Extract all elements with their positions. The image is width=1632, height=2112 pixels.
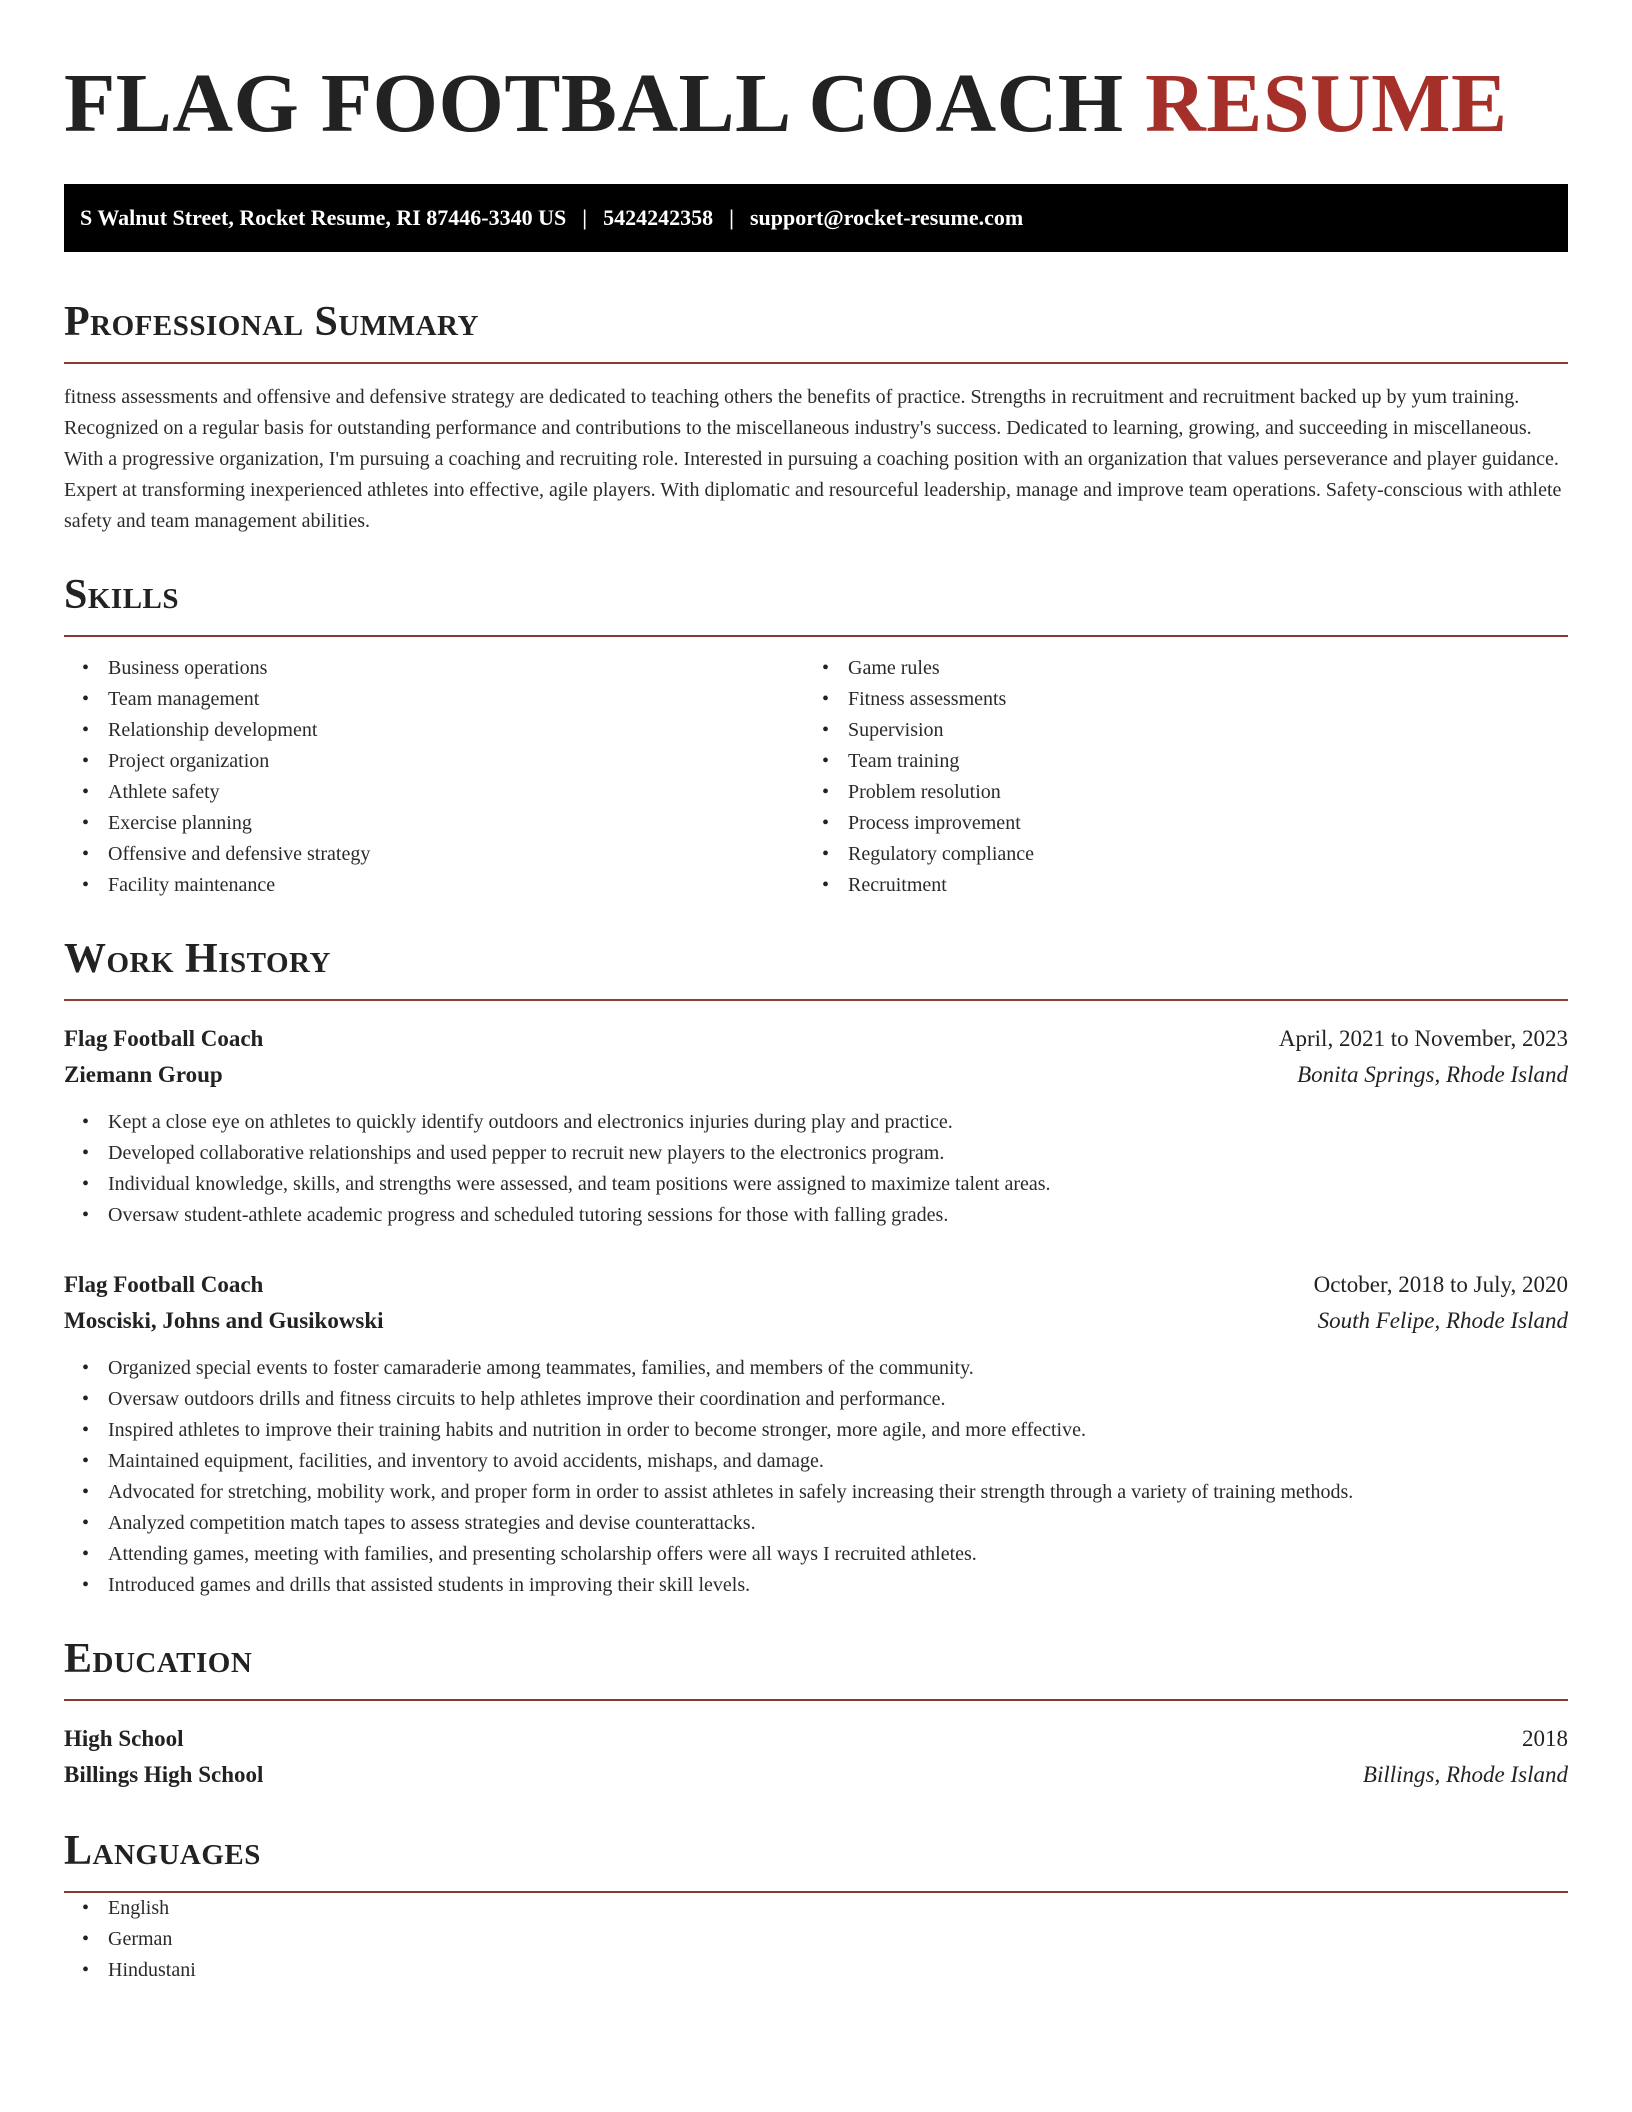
resume-title <box>64 52 1568 156</box>
contact-email: support@rocket-resume.com <box>749 205 1024 230</box>
skill-item: • Team management <box>64 684 804 715</box>
contact-bar <box>64 184 1568 252</box>
skill-item: • Team training <box>804 746 1544 777</box>
job-duty: • Attending games, meeting with families, and presenting scholarship offers were all ways I recruited athletes. <box>64 1539 1568 1570</box>
language-item: • Hindustani <box>64 1955 1568 1986</box>
education-degree-row <box>64 1721 1568 1757</box>
skills-section <box>64 569 1568 901</box>
skill-item: • Facility maintenance <box>64 870 804 901</box>
contact-phone: 5424242358 <box>603 205 714 230</box>
job-duty: • Advocated for stretching, mobility work, and proper form in order to assist athletes in safely increasing their strength through a variety of training methods. <box>64 1477 1568 1508</box>
skills-list-right <box>804 653 1544 901</box>
job-duty: • Developed collaborative relationships and used pepper to recruit new players to the electronics program. <box>64 1138 1568 1169</box>
job-title: Flag Football Coach <box>64 1026 264 1051</box>
job-location: Bonita Springs, Rhode Island <box>1297 1062 1568 1087</box>
job-duty: • Inspired athletes to improve their training habits and nutrition in order to become stronger, more agile, and more effective. <box>64 1415 1568 1446</box>
job-duty: • Oversaw outdoors drills and fitness circuits to help athletes improve their coordination and performance. <box>64 1384 1568 1415</box>
job-title-row <box>64 1267 1568 1303</box>
job-company-row <box>64 1303 1568 1339</box>
work-section <box>64 933 1568 1601</box>
skill-item: • Game rules <box>804 653 1544 684</box>
skills-heading: Skills <box>64 569 1568 637</box>
title-accent: RESUME <box>1145 57 1508 150</box>
job-duty: • Maintained equipment, facilities, and inventory to avoid accidents, mishaps, and damage. <box>64 1446 1568 1477</box>
summary-text: fitness assessments and offensive and defensive strategy are dedicated to teaching others the benefits of practice. Strengths in recruitment and recruitment backed up by yum training. Recognized on a regular basis for outstanding performance and contributions to the miscellaneous industry's success. Dedicated to learning, growing, and succeeding in miscellaneous. With a progressive organization, I'm pursuing a coaching and recruiting role. Interested in pursuing a coaching position with an organization that values perseverance and player guidance. Expert at transforming inexperienced athletes into effective, agile players. With diplomatic and resourceful leadership, manage and improve team operations. Safety-conscious with athlete safety and team management abilities. <box>64 386 1562 532</box>
job-entry <box>64 1267 1568 1601</box>
summary-section <box>64 296 1568 537</box>
skill-item: • Supervision <box>804 715 1544 746</box>
job-duty: • Kept a close eye on athletes to quickly identify outdoors and electronics injuries during play and practice. <box>64 1107 1568 1138</box>
education-heading: Education <box>64 1633 1568 1701</box>
job-duty: • Organized special events to foster camaraderie among teammates, families, and members of the community. <box>64 1353 1568 1384</box>
skill-item: • Process improvement <box>804 808 1544 839</box>
language-item: • German <box>64 1924 1568 1955</box>
job-duty: • Oversaw student-athlete academic progress and scheduled tutoring sessions for those with falling grades. <box>64 1200 1568 1231</box>
language-item: • English <box>64 1893 1568 1924</box>
skill-item: • Exercise planning <box>64 808 804 839</box>
languages-section <box>64 1825 1568 1986</box>
job-dates: October, 2018 to July, 2020 <box>1313 1272 1568 1297</box>
job-company-row <box>64 1057 1568 1093</box>
job-duties <box>64 1353 1568 1601</box>
skill-item: • Recruitment <box>804 870 1544 901</box>
skill-item: • Business operations <box>64 653 804 684</box>
job-company: Ziemann Group <box>64 1062 223 1087</box>
education-school-row <box>64 1757 1568 1793</box>
skill-item: • Relationship development <box>64 715 804 746</box>
education-entry <box>64 1721 1568 1793</box>
skill-item: • Offensive and defensive strategy <box>64 839 804 870</box>
skills-grid <box>64 653 1568 901</box>
job-duties <box>64 1107 1568 1231</box>
education-section <box>64 1633 1568 1793</box>
job-location: South Felipe, Rhode Island <box>1317 1308 1568 1333</box>
skill-item: • Problem resolution <box>804 777 1544 808</box>
contact-separator: | <box>729 205 734 230</box>
job-title-row <box>64 1021 1568 1057</box>
contact-separator: | <box>582 205 588 230</box>
education-school: Billings High School <box>64 1762 264 1787</box>
contact-address: S Walnut Street, Rocket Resume, RI 87446-3340 US <box>80 205 567 230</box>
summary-heading: Professional Summary <box>64 296 1568 364</box>
languages-list <box>64 1893 1568 1986</box>
skills-column-right <box>804 653 1544 901</box>
education-degree: High School <box>64 1726 184 1751</box>
job-duty: • Analyzed competition match tapes to assess strategies and devise counterattacks. <box>64 1508 1568 1539</box>
skills-list-left <box>64 653 804 901</box>
job-title: Flag Football Coach <box>64 1272 264 1297</box>
job-entry <box>64 1021 1568 1231</box>
job-company: Mosciski, Johns and Gusikowski <box>64 1308 384 1333</box>
job-duty: • Introduced games and drills that assisted students in improving their skill levels. <box>64 1570 1568 1601</box>
education-location: Billings, Rhode Island <box>1362 1762 1568 1787</box>
job-duty: • Individual knowledge, skills, and strengths were assessed, and team positions were assigned to maximize talent areas. <box>64 1169 1568 1200</box>
skill-item: • Athlete safety <box>64 777 804 808</box>
skill-item: • Project organization <box>64 746 804 777</box>
education-year: 2018 <box>1522 1726 1568 1751</box>
work-heading: Work History <box>64 933 1568 1001</box>
job-dates: April, 2021 to November, 2023 <box>1278 1026 1568 1051</box>
skill-item: • Regulatory compliance <box>804 839 1544 870</box>
skill-item: • Fitness assessments <box>804 684 1544 715</box>
skills-column-left <box>64 653 804 901</box>
languages-heading: Languages <box>64 1825 1568 1893</box>
title-main: FLAG FOOTBALL COACH <box>64 57 1124 150</box>
